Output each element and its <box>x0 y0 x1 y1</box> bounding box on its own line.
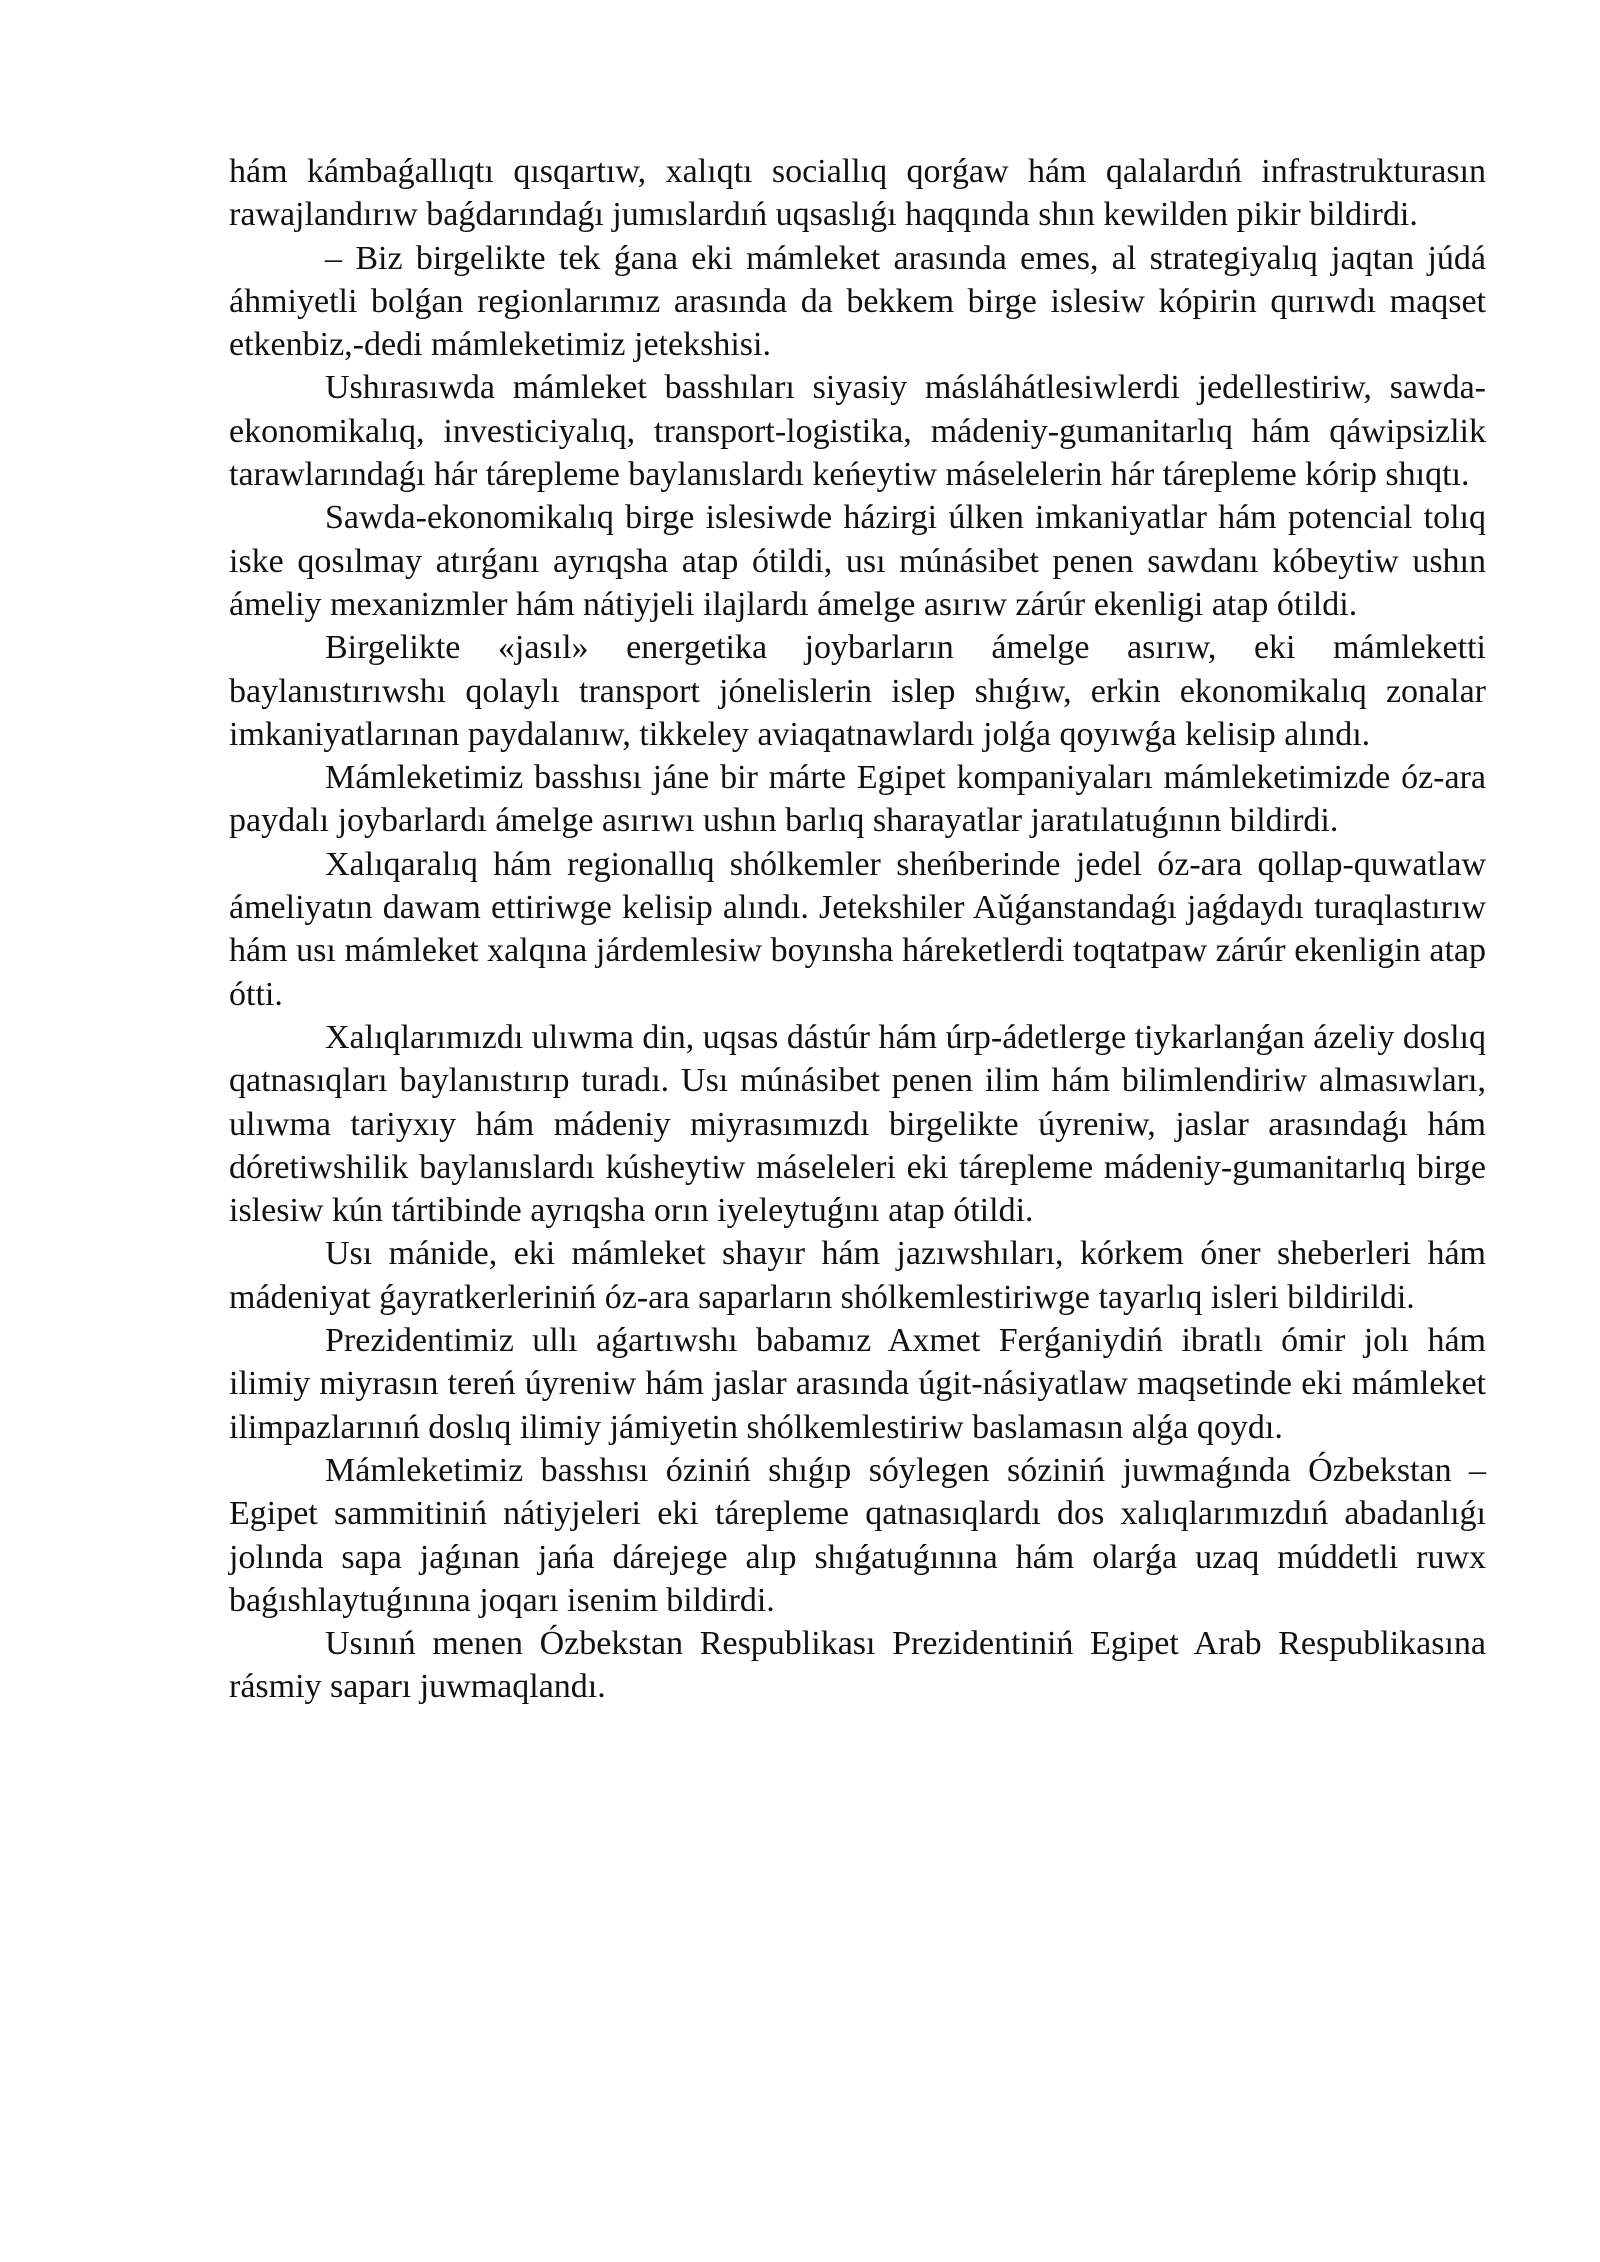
paragraph: Ushırasıwda mámleket basshıları siyasiy másláhátlesiwlerdi jedellestiriw, sawda-ekonomikalıq, investiciyalıq, transport-logistika, mádeniy-gumanitarlıq hám qáwipsizlik tarawlarındaǵı hár tárepleme baylanıslardı keńeytiw máselelerin hár tárepleme kórip shıqtı. <box>229 369 1486 494</box>
paragraph: Sawda-ekonomikalıq birge islesiwde házirgi úlken imkaniyatlar hám potencial tolıq iske qosılmay atırǵanı ayrıqsha atap ótildi, usı múnásibet penen sawdanı kóbeytiw ushın ámeliy mexanizmler hám nátiyjeli ilajlardı ámelge asırıw zárúr ekenligi atap ótildi. <box>229 499 1486 623</box>
paragraph: Mámleketimiz basshısı óziniń shıǵıp sóylegen sóziniń juwmaǵında Ózbekstan – Egipet sammitiniń nátiyjeleri eki tárepleme qatnasıqlardı dos xalıqlarımızdıń abadanlıǵı jolında sapa jaǵınan jańa dárejege alıp shıǵatuǵınına hám olarǵa uzaq múddetli ruwx baǵıshlaytuǵınına joqarı isenim bildirdi. <box>229 1451 1486 1619</box>
paragraph: Xalıqaralıq hám regionallıq shólkemler sheńberinde jedel óz-ara qollap-quwatlaw ámeliyatın dawam ettiriwge kelisip alındı. Jetekshiler Aǔǵanstandaǵı jaǵdaydı turaqlastırıw hám usı mámleket xalqına járdemlesiw boyınsha háreketlerdi toqtatpaw zárúr ekenligin atap ótti. <box>229 845 1486 1013</box>
paragraph-closing: Usınıń menen Ózbekstan Respublikası Prezidentiniń Egipet Arab Respublikasına rásmiy saparı juwmaqlandı. <box>229 1625 1486 1706</box>
paragraph: Xalıqlarımızdı ulıwma din, uqsas dástúr hám úrp-ádetlerge tiykarlanǵan ázeliy doslıq qatnasıqları baylanıstırıp turadı. Usı múnásibet penen ilim hám bilimlendiriw almasıwları, ulıwma tariyxıy hám mádeniy miyrasımızdı birgelikte úyreniw, jaslar arasındaǵı hám dóretiwshilik baylanıslardı kúsheytiw máseleleri eki tárepleme mádeniy-gumanitarlıq birge islesiw kún tártibinde ayrıqsha orın iyeleytuǵını atap ótildi. <box>229 1018 1486 1230</box>
paragraph: Prezidentimiz ullı aǵartıwshı babamız Axmet Ferǵaniydiń ibratlı ómir jolı hám ilimiy miyrasın tereń úyreniw hám jaslar arasında úgit-násiyatlaw maqsetinde eki mámleket ilimpazlarınıń doslıq ilimiy jámiyetin shólkemlestiriw baslamasın alǵa qoydı. <box>229 1322 1486 1446</box>
article-body <box>229 150 1486 1709</box>
paragraph: Birgelikte «jasıl» energetika joybarların ámelge asırıw, eki mámleketti baylanıstırıwshı qolaylı transport jónelislerin islep shıǵıw, erkin ekonomikalıq zonalar imkaniyatlarınan paydalanıw, tikkeley aviaqatnawlardı jolǵa qoyıwǵa kelisip alındı. <box>229 629 1486 753</box>
paragraph: Mámleketimiz basshısı jáne bir márte Egipet kompaniyaları mámleketimizde óz-ara paydalı joybarlardı ámelge asırıwı ushın barlıq sharayatlar jaratılatuǵının bildirdi. <box>229 759 1486 840</box>
paragraph-quote: – Biz birgelikte tek ǵana eki mámleket arasında emes, al strategiyalıq jaqtan júdá áhmiyetli bolǵan regionlarımız arasında da bekkem birge islesiw kópirin qurıwdı maqset etkenbiz,-dedi mámleketimiz jetekshisi. <box>229 239 1486 364</box>
paragraph: Usı mánide, eki mámleket shayır hám jazıwshıları, kórkem óner sheberleri hám mádeniyat ǵayratkerleriniń óz-ara saparların shólkemlestiriwge tayarlıq isleri bildirildi. <box>229 1235 1486 1316</box>
paragraph-continuation: hám kámbaǵallıqtı qısqartıw, xalıqtı sociallıq qorǵaw hám qalalardıń infrastrukturasın rawajlandırıw baǵdarındaǵı jumıslardıń uqsaslıǵı haqqında shın kewilden pikir bildirdi. <box>229 153 1486 234</box>
